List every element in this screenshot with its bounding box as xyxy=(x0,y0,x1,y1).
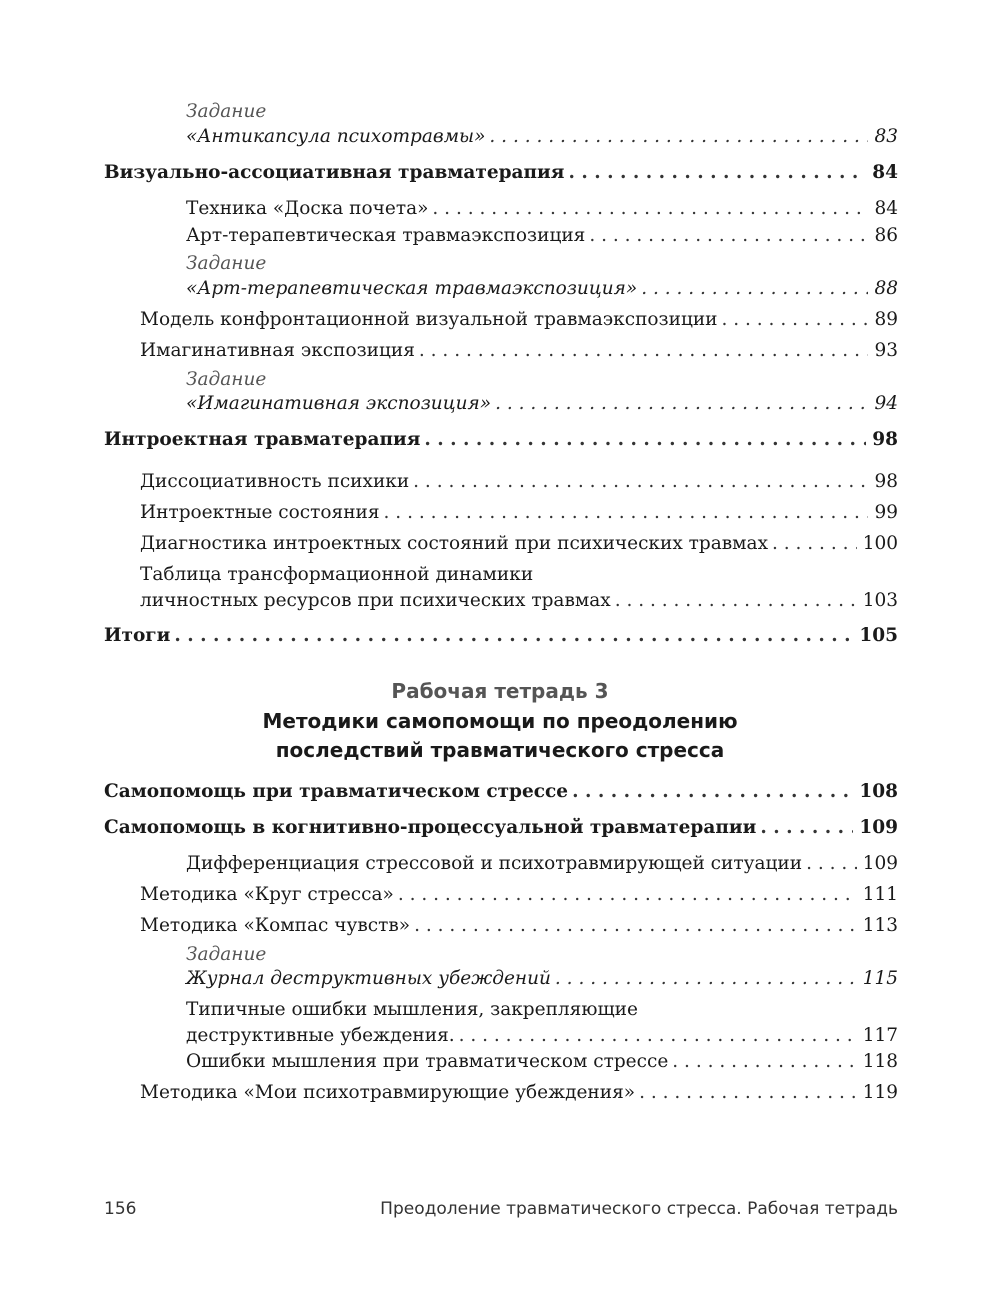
toc-entry[interactable] xyxy=(104,306,898,334)
section-title-line-2: последствий травматического стресса xyxy=(275,738,725,762)
toc-entry[interactable] xyxy=(104,881,898,909)
toc-entry[interactable] xyxy=(104,123,898,151)
dot-leader xyxy=(760,814,853,842)
toc-entry-title: Визуально-ассоциативная травматерапия xyxy=(104,162,565,183)
toc-entry-title: деструктивные убеждения. xyxy=(186,1025,455,1046)
toc-entry-page: 83 xyxy=(874,126,898,147)
dot-leader xyxy=(615,587,857,615)
toc-entry-page: 119 xyxy=(862,1082,898,1103)
dot-leader xyxy=(772,530,857,558)
toc-entry-title: Ошибки мышления при травматическом стрессе xyxy=(186,1051,669,1072)
dot-leader xyxy=(589,222,868,250)
toc-entry-title: Техника «Доска почета» xyxy=(186,198,429,219)
toc-entry[interactable] xyxy=(104,499,898,527)
toc-entry-page: 113 xyxy=(862,915,898,936)
dot-leader xyxy=(641,275,868,303)
section-subtitle: Рабочая тетрадь 3 xyxy=(391,679,609,703)
toc-entry-title: Методика «Круг стресса» xyxy=(140,884,394,905)
toc-entry-title: Имагинативная экспозиция xyxy=(140,340,415,361)
dot-leader xyxy=(672,1048,856,1076)
toc-entry-page: 117 xyxy=(862,1025,898,1046)
toc-entry-page: 88 xyxy=(874,278,898,299)
dot-leader xyxy=(419,337,869,365)
toc-entry-page: 108 xyxy=(859,781,898,802)
toc-entry-title: «Арт-терапевтическая травмаэкспозиция» xyxy=(186,278,638,299)
toc-entry-title: Итоги xyxy=(104,625,171,646)
toc-entry-page: 84 xyxy=(872,162,898,183)
toc-entry-page: 94 xyxy=(874,393,898,414)
toc-task-label: Задание xyxy=(186,944,267,965)
toc-entry[interactable] xyxy=(104,159,898,187)
toc-entry-page: 86 xyxy=(874,225,898,246)
toc-entry[interactable] xyxy=(104,965,898,993)
dot-leader xyxy=(568,159,866,187)
dot-leader xyxy=(459,1022,857,1050)
toc-entry[interactable] xyxy=(104,1022,898,1050)
toc-entry[interactable] xyxy=(104,912,898,940)
toc-entry[interactable] xyxy=(104,1079,898,1107)
dot-leader xyxy=(174,622,853,650)
toc-entry[interactable] xyxy=(104,275,898,303)
toc-entry-title: «Антикапсула психотравмы» xyxy=(186,126,486,147)
toc-entry-title: Модель конфронтационной визуальной травмаэкспозиции xyxy=(140,309,718,330)
toc-entry[interactable] xyxy=(104,195,898,223)
toc-entry[interactable] xyxy=(104,622,898,650)
dot-leader xyxy=(489,123,868,151)
dot-leader xyxy=(572,778,853,806)
toc-entry-title: личностных ресурсов при психических травмах xyxy=(140,590,611,611)
dot-leader xyxy=(384,499,869,527)
running-head: Преодоление травматического стресса. Рабочая тетрадь xyxy=(380,1199,898,1219)
toc-entry[interactable] xyxy=(104,426,898,454)
toc-entry-page: 103 xyxy=(862,590,898,611)
toc-entry-title: Самопомощь при травматическом стрессе xyxy=(104,781,569,802)
toc-entry-page: 93 xyxy=(874,340,898,361)
toc-entry-line: Таблица трансформационной динамики xyxy=(140,564,534,585)
toc-entry-page: 100 xyxy=(862,533,898,554)
toc-entry-line: Типичные ошибки мышления, закрепляющие xyxy=(186,999,638,1020)
toc-entry[interactable] xyxy=(104,222,898,250)
dot-leader xyxy=(639,1079,857,1107)
toc-entry-title: Интроектная травматерапия xyxy=(104,429,421,450)
toc-entry-page: 109 xyxy=(862,853,898,874)
dot-leader xyxy=(413,468,868,496)
toc-entry-title: Самопомощь в когнитивно-процессуальной травматерапии xyxy=(104,817,757,838)
toc-entry-page: 115 xyxy=(862,968,898,989)
toc-entry-title: «Имагинативная экспозиция» xyxy=(186,393,492,414)
toc-entry[interactable] xyxy=(104,1048,898,1076)
toc-entry[interactable] xyxy=(104,337,898,365)
toc-entry-title: Методика «Компас чувств» xyxy=(140,915,411,936)
dot-leader xyxy=(424,426,866,454)
toc-entry-page: 84 xyxy=(874,198,898,219)
page-number: 156 xyxy=(104,1199,137,1219)
toc-entry-title: Журнал деструктивных убеждений xyxy=(186,968,551,989)
toc-entry-page: 89 xyxy=(874,309,898,330)
toc-entry-title: Дифференциация стрессовой и психотравмирующей ситуации xyxy=(186,853,803,874)
toc-entry-page: 98 xyxy=(872,429,898,450)
toc-task-label: Задание xyxy=(186,101,267,122)
toc-entry[interactable] xyxy=(104,530,898,558)
dot-leader xyxy=(398,881,857,909)
toc-entry-title: Арт-терапевтическая травмаэкспозиция xyxy=(186,225,586,246)
toc-entry-page: 111 xyxy=(862,884,898,905)
dot-leader xyxy=(495,390,868,418)
toc-entry-title: Диссоциативность психики xyxy=(140,471,410,492)
toc-entry-page: 98 xyxy=(874,471,898,492)
dot-leader xyxy=(555,965,857,993)
toc-entry-title: Интроектные состояния xyxy=(140,502,380,523)
toc-entry[interactable] xyxy=(104,850,898,878)
toc-entry-title: Диагностика интроектных состояний при психических травмах xyxy=(140,533,769,554)
toc-entry-page: 99 xyxy=(874,502,898,523)
toc-entry[interactable] xyxy=(104,814,898,842)
toc-entry[interactable] xyxy=(104,587,898,615)
toc-entry[interactable] xyxy=(104,390,898,418)
section-title-line-1: Методики самопомощи по преодолению xyxy=(262,709,738,733)
toc-entry-page: 118 xyxy=(862,1051,898,1072)
page-footer xyxy=(104,1194,898,1224)
dot-leader xyxy=(414,912,857,940)
toc-entry[interactable] xyxy=(104,468,898,496)
dot-leader xyxy=(806,850,857,878)
toc-entry-title: Методика «Мои психотравмирующие убеждения» xyxy=(140,1082,636,1103)
toc-entry-page: 109 xyxy=(859,817,898,838)
dot-leader xyxy=(432,195,868,223)
dot-leader xyxy=(722,306,869,334)
toc-entry-page: 105 xyxy=(859,625,898,646)
toc-entry[interactable] xyxy=(104,778,898,806)
toc-task-label: Задание xyxy=(186,369,267,390)
toc-task-label: Задание xyxy=(186,253,267,274)
